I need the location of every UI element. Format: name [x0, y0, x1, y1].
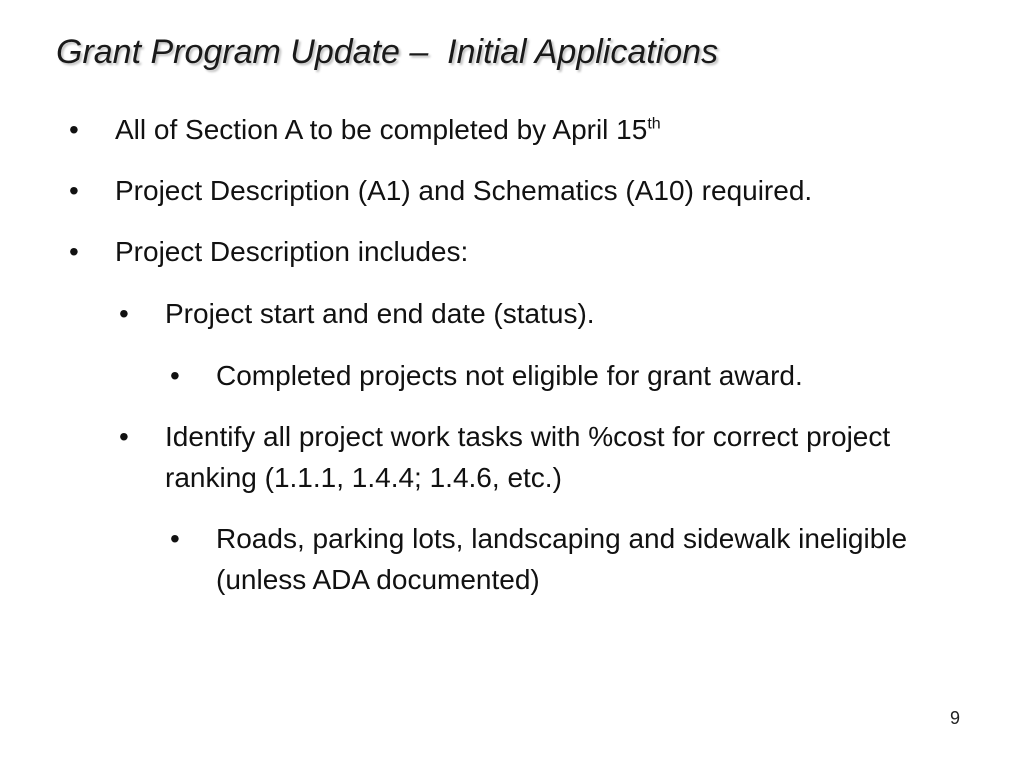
ordinal-superscript: th [647, 115, 661, 133]
bullet-item-section-a [69, 109, 995, 150]
bullet-dot-icon: • [119, 421, 129, 452]
bullet-text: Identify all project work tasks with %cost for correct project ranking (1.1.1, 1.4.4; 1.4.6, etc.) [165, 421, 891, 493]
bullet-item-start-end-date [119, 293, 965, 334]
bullet-item-required-docs [69, 170, 995, 211]
bullet-item-work-tasks [119, 416, 955, 498]
bullet-text: Project Description (A1) and Schematics (A10) required. [115, 175, 813, 206]
bullet-item-description-includes [69, 231, 995, 272]
bullet-dot-icon: • [69, 114, 79, 145]
slide-title: Grant Program Update – Initial Applications [56, 33, 719, 71]
bullet-dot-icon: • [69, 175, 79, 206]
bullet-text: All of Section A to be completed by April 15 [115, 114, 648, 145]
bullet-dot-icon: • [119, 298, 129, 329]
bullet-item-completed-projects [170, 355, 956, 396]
bullet-dot-icon: • [170, 360, 180, 391]
bullet-text: Project start and end date (status). [165, 298, 595, 329]
bullet-text: Project Description includes: [115, 236, 469, 267]
bullet-item-ineligible-items [170, 518, 936, 600]
bullet-dot-icon: • [170, 523, 180, 554]
page-number: 9 [950, 708, 961, 728]
bullet-text: Completed projects not eligible for grant award. [216, 360, 803, 391]
bullet-dot-icon: • [69, 236, 79, 267]
bullet-text: Roads, parking lots, landscaping and sidewalk ineligible (unless ADA documented) [216, 523, 908, 595]
